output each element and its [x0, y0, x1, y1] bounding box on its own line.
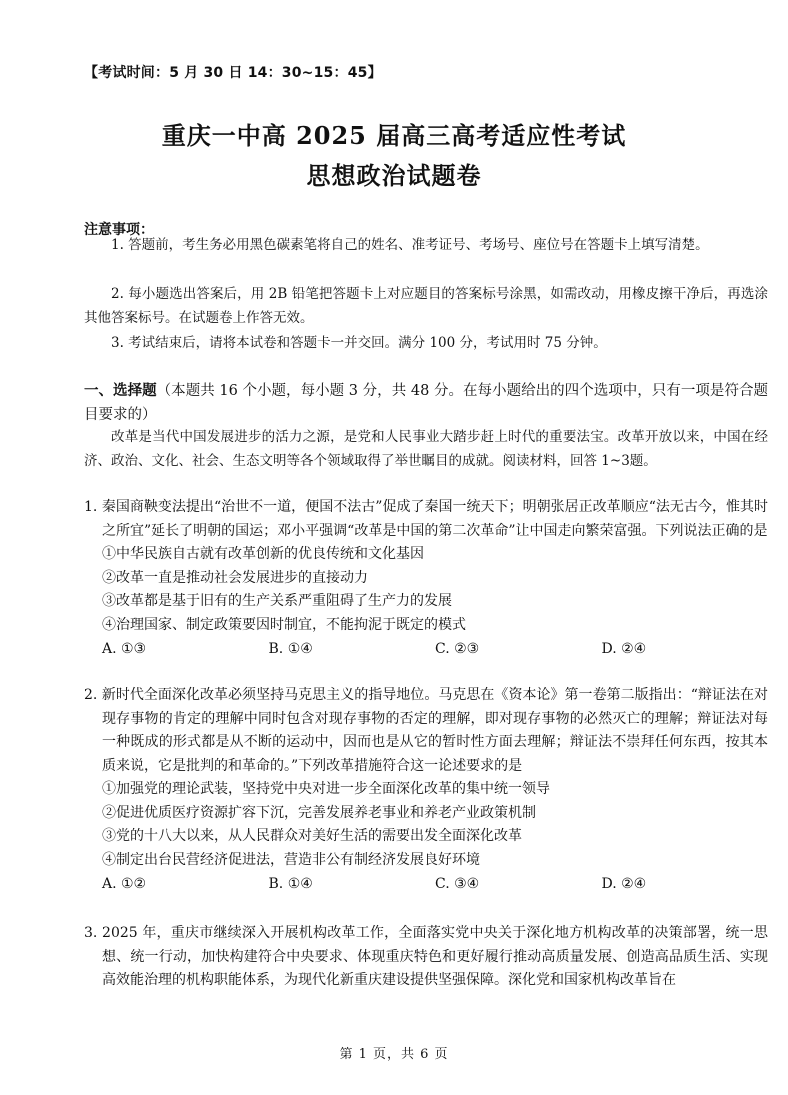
statement-option: ①加强党的理论武装，坚持党中央对进一步全面深化改革的集中统一领导 [102, 781, 550, 797]
question-3 [84, 922, 768, 993]
question-1 [84, 496, 768, 662]
choice-d: D. ②④ [601, 876, 647, 892]
statement-option: ③改革都是基于旧有的生产关系严重阻碍了生产力的发展 [102, 593, 452, 609]
section-title: 一、选择题 [84, 383, 157, 399]
statement-option: ②改革一直是推动社会发展进步的直接动力 [102, 569, 368, 586]
section-heading [84, 380, 768, 427]
notice-item-1: 1. 答题前，考生务必用黑色碳素笔将自己的姓名、准考证号、考场号、座位号在答题卡上填写清楚。 [111, 237, 709, 253]
notice-item-2: 2. 每小题选出答案后，用 2B 铅笔把答题卡上对应题目的答案标号涂黑，如需改动，用橡皮擦干净后，再选涂其他答案标号。在试题卷上作答无效。 [84, 286, 768, 326]
reading-passage: 改革是当代中国发展进步的活力之源，是党和人民事业大踏步赶上时代的重要法宝。改革开放以来，中国在经济、政治、文化、社会、生态文明等各个领域取得了举世瞩目的成就。阅读材料，回答 1~3题。 [84, 429, 768, 469]
statement-option: ①中华民族自古就有改革创新的优良传统和文化基因 [102, 546, 424, 562]
exam-time: 【考试时间：5 月 30 日 14：30~15：45】 [84, 65, 382, 81]
section-description: （本题共 16 个小题，每小题 3 分，共 48 分。在每小题给出的四个选项中，只有一项是符合题目要求的） [84, 383, 769, 423]
choice-a: A. ①③ [102, 641, 147, 657]
statement-option: ④治理国家、制定政策要因时制宜，不能拘泥于既定的模式 [102, 616, 466, 633]
page-footer: 第 1 页，共 6 页 [339, 1047, 449, 1062]
question-2 [84, 684, 768, 897]
choice-c: C. ②③ [435, 641, 480, 657]
notice-item-3: 3. 考试结束后，请将本试卷和答题卡一并交回。满分 100 分，考试用时 75 分钟。 [111, 335, 607, 351]
answer-choices [84, 873, 768, 897]
choice-d: D. ②④ [601, 641, 647, 657]
question-stem: 1. 秦国商鞅变法提出“治世不一道，便国不法古”促成了秦国一统天下；明朝张居正改革顺应“法无古今，惟其时之所宜”延长了明朝的国运；邓小平强调“改革是中国的第二次革命”让中国走向繁荣富强。下列说法正确的是 [84, 499, 768, 539]
question-stem: 2. 新时代全面深化改革必须坚持马克思主义的指导地位。马克思在《资本论》第一卷第二版指出：“辩证法在对现存事物的肯定的理解中同时包含对现存事物的否定的理解，即对现存事物的必然灭亡的理解；辩证法对每一种既成的形式都是从不断的运动中，因而也是从它的暂时性方面去理解；辩证法不崇拜任何东西，按其本质来说，它是批判的和革命的。”下列改革措施符合这一论述要求的是 [84, 687, 768, 774]
choice-b: B. ①④ [268, 876, 313, 892]
statement-option: ②促进优质医疗资源扩容下沉，完善发展养老事业和养老产业政策机制 [102, 804, 536, 821]
exam-subtitle: 思想政治试题卷 [306, 161, 482, 190]
choice-a: A. ①② [102, 876, 147, 892]
choice-c: C. ③④ [435, 876, 480, 892]
answer-choices [84, 638, 768, 662]
statement-option: ④制定出台民营经济促进法，营造非公有制经济发展良好环境 [102, 851, 480, 868]
question-stem: 3. 2025 年，重庆市继续深入开展机构改革工作，全面落实党中央关于深化地方机构改革的决策部署，统一思想、统一行动，加快构建符合中央要求、体现重庆特色和更好履行推动高质量发展、创造高品质生活、实现高效能治理的机构职能体系，为现代化新重庆建设提供坚强保障。深化党和国家机构改革旨在 [84, 925, 768, 988]
notice-heading: 注意事项： [84, 222, 154, 238]
choice-b: B. ①④ [268, 641, 313, 657]
exam-title: 重庆一中高 2025 届高三高考适应性考试 [161, 121, 627, 150]
statement-option: ③党的十八大以来，从人民群众对美好生活的需要出发全面深化改革 [102, 828, 522, 844]
